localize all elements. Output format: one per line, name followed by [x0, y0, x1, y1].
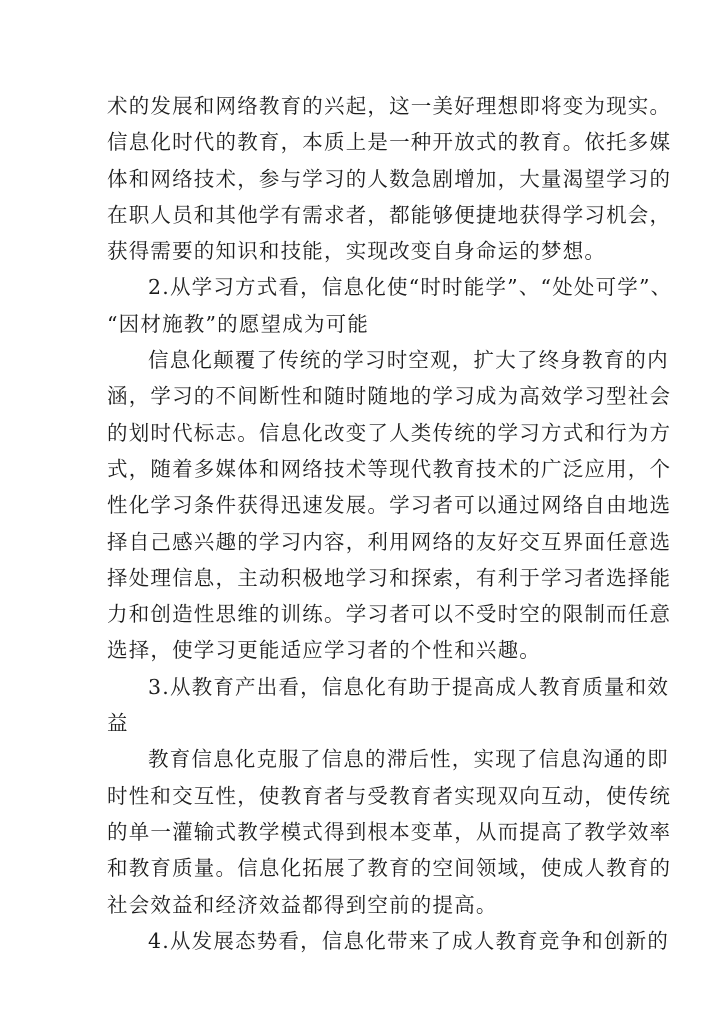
text-line: 力和创造性思维的训练。学习者可以不受时空的限制而任意 — [107, 602, 672, 627]
text-line: 式，随着多媒体和网络技术等现代教育技术的广泛应用，个 — [107, 456, 672, 481]
text-line: 术的发展和网络教育的兴起，这一美好理想即将变为现实。 — [107, 94, 672, 118]
text-line: 教育信息化克服了信息的滞后性，实现了信息沟通的即 — [148, 747, 669, 772]
section-heading-2-cont: “因材施教”的愿望成为可能 — [107, 311, 370, 336]
section-heading-2: 2.从学习方式看，信息化使“时时能学”、“处处可学”、 — [148, 275, 673, 300]
text-line: 的划时代标志。信息化改变了人类传统的学习方式和行为方 — [107, 420, 672, 445]
text-line: 时性和交互性，使教育者与受教育者实现双向互动，使传统 — [107, 783, 672, 808]
body-text — [107, 88, 673, 959]
text-line: 信息化时代的教育，本质上是一种开放式的教育。依托多媒 — [107, 130, 672, 155]
section-heading-3: 3.从教育产出看，信息化有助于提高成人教育质量和效 — [148, 674, 670, 699]
section-heading-4: 4.从发展态势看，信息化带来了成人教育竞争和创新的 — [148, 928, 670, 953]
text-line: 获得需要的知识和技能，实现改变自身命运的梦想。 — [107, 239, 607, 264]
text-line: 择自己感兴趣的学习内容，利用网络的友好交互界面任意选 — [107, 529, 672, 554]
text-line: 的单一灌输式教学模式得到根本变革，从而提高了教学效率 — [107, 819, 672, 844]
text-line: 在职人员和其他学有需求者，都能够便捷地获得学习机会， — [107, 202, 672, 227]
text-line: 信息化颠覆了传统的学习时空观，扩大了终身教育的内 — [148, 348, 669, 373]
text-line: 择处理信息，主动积极地学习和探索，有利于学习者选择能 — [107, 565, 672, 590]
text-line: 涵，学习的不间断性和随时随地的学习成为高效学习型社会 — [107, 384, 672, 409]
text-line: 社会效益和经济效益都得到空前的提高。 — [107, 892, 498, 917]
section-heading-3-cont: 益 — [107, 711, 129, 736]
text-line: 体和网络技术，参与学习的人数急剧增加，大量渴望学习的 — [107, 166, 672, 191]
text-line: 和教育质量。信息化拓展了教育的空间领域，使成人教育的 — [107, 856, 672, 881]
text-line: 性化学习条件获得迅速发展。学习者可以通过网络自由地选 — [107, 493, 672, 518]
text-line: 选择，使学习更能适应学习者的个性和兴趣。 — [107, 638, 541, 663]
